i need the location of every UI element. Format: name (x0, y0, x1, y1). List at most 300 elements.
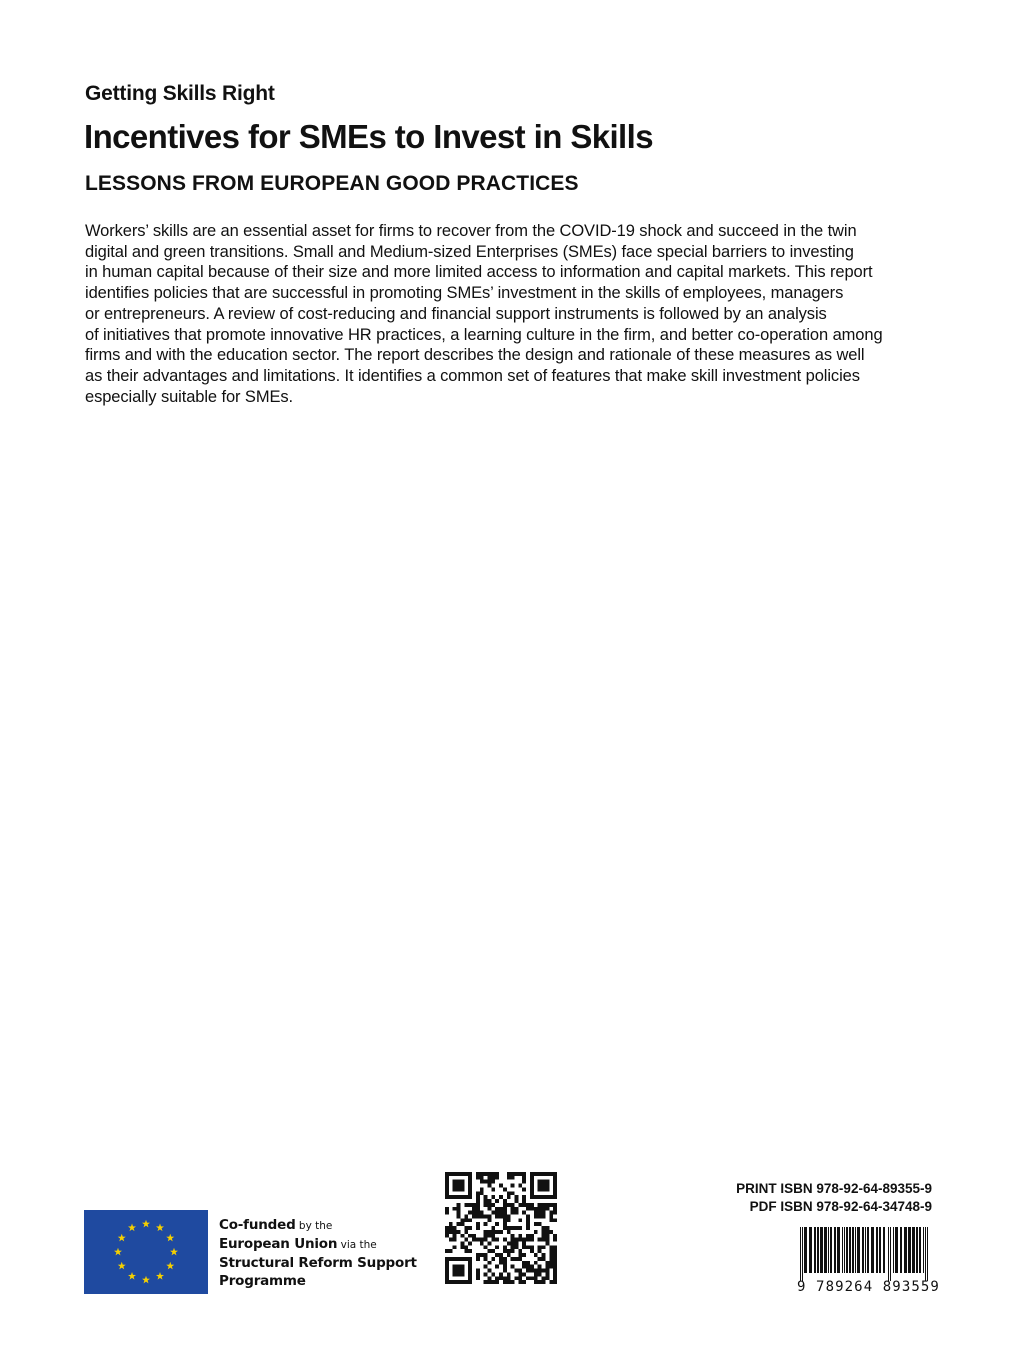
qr-module (468, 1172, 472, 1176)
qr-module (542, 1207, 546, 1211)
qr-module (484, 1272, 488, 1276)
qr-module (507, 1195, 511, 1199)
qr-module (545, 1187, 549, 1191)
qr-module (526, 1226, 530, 1230)
qr-module (480, 1187, 484, 1191)
qr-module (549, 1172, 553, 1176)
qr-module (495, 1280, 499, 1284)
qr-module (491, 1257, 495, 1261)
barcode-bar (919, 1227, 921, 1273)
qr-module (484, 1180, 488, 1184)
qr-module (542, 1226, 546, 1230)
qr-module (503, 1261, 507, 1265)
qr-module (491, 1238, 495, 1242)
qr-module (468, 1257, 472, 1261)
qr-module (457, 1195, 461, 1199)
qr-module (553, 1269, 557, 1273)
qr-module (545, 1238, 549, 1242)
barcode-bar (852, 1227, 854, 1273)
qr-module (487, 1280, 491, 1284)
qr-module (472, 1238, 476, 1242)
qr-module (480, 1238, 484, 1242)
qr-module (522, 1211, 526, 1215)
barcode-bar (923, 1227, 924, 1273)
qr-module (445, 1265, 449, 1269)
qr-module (476, 1211, 480, 1215)
barcode-bar (824, 1227, 827, 1273)
qr-module (460, 1269, 464, 1273)
qr-module (538, 1180, 542, 1184)
qr-module (515, 1211, 519, 1215)
qr-module (495, 1253, 499, 1257)
qr-module (460, 1245, 464, 1249)
qr-module (507, 1276, 511, 1280)
qr-module (542, 1280, 546, 1284)
qr-module (457, 1230, 461, 1234)
qr-module (487, 1242, 491, 1246)
abstract-line: Workers’ skills are an essential asset for firms to recover from the COVID-19 shock and succeed in the twin (85, 222, 857, 240)
qr-module (499, 1276, 503, 1280)
qr-module (553, 1218, 557, 1222)
qr-module (518, 1234, 522, 1238)
qr-module (534, 1172, 538, 1176)
qr-module (445, 1230, 449, 1234)
qr-module (545, 1272, 549, 1276)
qr-module (542, 1245, 546, 1249)
page-subtitle: LESSONS FROM EUROPEAN GOOD PRACTICES (85, 172, 579, 195)
qr-module (491, 1176, 495, 1180)
qr-module (549, 1214, 553, 1218)
qr-module (464, 1238, 468, 1242)
qr-module (445, 1226, 449, 1230)
qr-module (499, 1195, 503, 1199)
qr-module (511, 1176, 515, 1180)
qr-module (476, 1195, 480, 1199)
qr-module (464, 1203, 468, 1207)
qr-module (453, 1257, 457, 1261)
qr-module (515, 1257, 519, 1261)
qr-module (553, 1238, 557, 1242)
qr-module (542, 1203, 546, 1207)
qr-module (503, 1187, 507, 1191)
qr-module (526, 1218, 530, 1222)
qr-module (445, 1176, 449, 1180)
qr-module (545, 1203, 549, 1207)
qr-module (545, 1242, 549, 1246)
qr-module (553, 1261, 557, 1265)
qr-module (511, 1238, 515, 1242)
qr-module (480, 1242, 484, 1246)
qr-module (549, 1265, 553, 1269)
qr-module (476, 1203, 480, 1207)
qr-module (503, 1245, 507, 1249)
qr-module (484, 1265, 488, 1269)
qr-module (542, 1257, 546, 1261)
qr-module (522, 1272, 526, 1276)
qr-module (472, 1211, 476, 1215)
qr-module (457, 1207, 461, 1211)
barcode-bar (867, 1227, 869, 1273)
qr-module (484, 1214, 488, 1218)
qr-module (549, 1249, 553, 1253)
qr-module (464, 1280, 468, 1284)
qr-module (484, 1172, 488, 1176)
qr-module (453, 1234, 457, 1238)
barcode-bar (893, 1227, 894, 1273)
qr-module (499, 1211, 503, 1215)
qr-module (491, 1195, 495, 1199)
qr-module (553, 1203, 557, 1207)
print-isbn: PRINT ISBN 978-92-64-89355-9 (736, 1181, 932, 1196)
qr-module (518, 1226, 522, 1230)
qr-module (530, 1207, 534, 1211)
qr-module (445, 1191, 449, 1195)
qr-module (518, 1280, 522, 1284)
qr-module (515, 1245, 519, 1249)
qr-module (545, 1180, 549, 1184)
qr-module (457, 1184, 461, 1188)
qr-module (503, 1265, 507, 1269)
qr-module (526, 1245, 530, 1249)
qr-module (484, 1245, 488, 1249)
qr-module (518, 1203, 522, 1207)
qr-module (487, 1230, 491, 1234)
qr-module (457, 1214, 461, 1218)
qr-module (445, 1276, 449, 1280)
qr-module (538, 1269, 542, 1273)
qr-module (526, 1265, 530, 1269)
abstract-line: identifies policies that are successful in promoting SMEs’ investment in the skills of employees, managers (85, 284, 844, 303)
qr-module (480, 1176, 484, 1180)
qr-module (457, 1211, 461, 1215)
qr-module (449, 1226, 453, 1230)
qr-module (553, 1272, 557, 1276)
qr-module (472, 1203, 476, 1207)
qr-module (503, 1276, 507, 1280)
qr-module (553, 1176, 557, 1180)
qr-module (538, 1257, 542, 1261)
qr-module (538, 1184, 542, 1188)
qr-module (542, 1211, 546, 1215)
qr-module (445, 1257, 449, 1261)
barcode-bar (846, 1227, 848, 1273)
qr-module (542, 1234, 546, 1238)
qr-module (530, 1245, 534, 1249)
qr-module (522, 1172, 526, 1176)
qr-module (530, 1276, 534, 1280)
qr-module (549, 1218, 553, 1222)
abstract-line: digital and green transitions. Small and Medium-sized Enterprises (SMEs) face special barriers to investing (85, 242, 854, 261)
qr-module (553, 1195, 557, 1199)
qr-module (553, 1265, 557, 1269)
qr-module (538, 1214, 542, 1218)
qr-module (487, 1234, 491, 1238)
barcode-bar (871, 1227, 874, 1273)
qr-module (549, 1195, 553, 1199)
barcode-bar (834, 1227, 836, 1273)
qr-module (445, 1234, 449, 1238)
qr-module (503, 1238, 507, 1242)
barcode-bar (830, 1227, 832, 1273)
qr-module (542, 1269, 546, 1273)
qr-module (538, 1187, 542, 1191)
barcode-bar (883, 1227, 885, 1273)
qr-module (534, 1207, 538, 1211)
qr-module (484, 1195, 488, 1199)
qr-module (491, 1234, 495, 1238)
qr-module (530, 1269, 534, 1273)
qr-module (553, 1276, 557, 1280)
qr-module (468, 1211, 472, 1215)
qr-module (491, 1230, 495, 1234)
qr-module (534, 1280, 538, 1284)
qr-module (468, 1272, 472, 1276)
qr-module (476, 1176, 480, 1180)
qr-module (507, 1218, 511, 1222)
qr-module (542, 1230, 546, 1234)
qr-module (530, 1180, 534, 1184)
qr-module (453, 1207, 457, 1211)
qr-module (526, 1276, 530, 1280)
qr-module (530, 1172, 534, 1176)
qr-module (549, 1211, 553, 1215)
qr-module (553, 1257, 557, 1261)
qr-module (484, 1203, 488, 1207)
qr-module (476, 1172, 480, 1176)
qr-module (457, 1269, 461, 1273)
qr-module (553, 1184, 557, 1188)
qr-module (460, 1184, 464, 1188)
qr-module (522, 1265, 526, 1269)
qr-module (468, 1226, 472, 1230)
qr-module (549, 1261, 553, 1265)
barcode-bar (862, 1227, 864, 1273)
qr-module (515, 1242, 519, 1246)
qr-module (518, 1253, 522, 1257)
qr-module (499, 1272, 503, 1276)
qr-module (507, 1203, 511, 1207)
qr-module (553, 1191, 557, 1195)
qr-module (476, 1238, 480, 1242)
qr-module (499, 1184, 503, 1188)
qr-module (468, 1261, 472, 1265)
qr-module (511, 1234, 515, 1238)
qr-module (445, 1180, 449, 1184)
qr-module (526, 1269, 530, 1273)
qr-module (460, 1280, 464, 1284)
qr-module (553, 1211, 557, 1215)
qr-module (476, 1207, 480, 1211)
qr-module (553, 1249, 557, 1253)
qr-module (542, 1238, 546, 1242)
qr-module (515, 1238, 519, 1242)
qr-module (538, 1207, 542, 1211)
barcode-digits: 9 789264 893559 (797, 1279, 940, 1295)
qr-module (553, 1172, 557, 1176)
qr-module (449, 1249, 453, 1253)
qr-module (480, 1172, 484, 1176)
qr-module (503, 1226, 507, 1230)
qr-module (464, 1257, 468, 1261)
qr-module (460, 1187, 464, 1191)
funding-programme-name: Structural Reform Support (219, 1255, 417, 1271)
qr-module (553, 1280, 557, 1284)
qr-module (507, 1191, 511, 1195)
qr-module (534, 1195, 538, 1199)
qr-module (460, 1234, 464, 1238)
qr-module (476, 1253, 480, 1257)
qr-code (445, 1172, 557, 1284)
qr-module (495, 1245, 499, 1249)
qr-module (515, 1276, 519, 1280)
qr-module (499, 1257, 503, 1261)
qr-module (457, 1257, 461, 1261)
qr-module (468, 1218, 472, 1222)
qr-module (515, 1207, 519, 1211)
qr-module (549, 1253, 553, 1257)
qr-module (495, 1222, 499, 1226)
qr-module (507, 1172, 511, 1176)
qr-module (542, 1187, 546, 1191)
qr-module (518, 1238, 522, 1242)
qr-module (507, 1226, 511, 1230)
qr-module (526, 1203, 530, 1207)
qr-module (507, 1242, 511, 1246)
barcode-bar (842, 1227, 843, 1273)
qr-module (491, 1280, 495, 1284)
qr-module (515, 1226, 519, 1230)
qr-module (460, 1180, 464, 1184)
qr-module (545, 1234, 549, 1238)
qr-module (457, 1280, 461, 1284)
qr-module (534, 1269, 538, 1273)
qr-module (480, 1191, 484, 1195)
qr-module (545, 1269, 549, 1273)
qr-module (522, 1176, 526, 1180)
qr-module (545, 1230, 549, 1234)
qr-module (484, 1234, 488, 1238)
qr-module (511, 1245, 515, 1249)
qr-module (526, 1214, 530, 1218)
qr-module (538, 1272, 542, 1276)
qr-module (511, 1265, 515, 1269)
qr-module (464, 1214, 468, 1218)
qr-module (522, 1245, 526, 1249)
qr-module (449, 1280, 453, 1284)
qr-module (495, 1176, 499, 1180)
qr-module (507, 1230, 511, 1234)
qr-module (511, 1191, 515, 1195)
qr-module (449, 1257, 453, 1261)
qr-module (534, 1276, 538, 1280)
qr-module (453, 1230, 457, 1234)
qr-module (491, 1226, 495, 1230)
qr-module (530, 1184, 534, 1188)
qr-module (507, 1253, 511, 1257)
qr-module (538, 1265, 542, 1269)
qr-module (495, 1199, 499, 1203)
qr-module (468, 1191, 472, 1195)
qr-module (476, 1222, 480, 1226)
qr-module (553, 1187, 557, 1191)
qr-module (468, 1265, 472, 1269)
qr-module (464, 1230, 468, 1234)
barcode-bar (904, 1227, 907, 1273)
qr-module (530, 1203, 534, 1207)
qr-module (491, 1187, 495, 1191)
qr-module (445, 1272, 449, 1276)
qr-module (511, 1249, 515, 1253)
barcode-bar (844, 1227, 845, 1273)
qr-module (453, 1238, 457, 1242)
barcode-bar (912, 1227, 915, 1273)
qr-module (534, 1272, 538, 1276)
qr-module (484, 1230, 488, 1234)
qr-module (484, 1253, 488, 1257)
qr-module (549, 1230, 553, 1234)
qr-module (491, 1211, 495, 1215)
qr-module (553, 1253, 557, 1257)
qr-module (503, 1203, 507, 1207)
barcode-bar (837, 1227, 840, 1273)
barcode-bar (900, 1227, 902, 1273)
qr-module (495, 1214, 499, 1218)
qr-module (503, 1249, 507, 1253)
qr-module (445, 1211, 449, 1215)
qr-module (511, 1184, 515, 1188)
qr-module (468, 1276, 472, 1280)
qr-module (507, 1214, 511, 1218)
abstract-line: of initiatives that promote innovative HR practices, a learning culture in the firm, and better co-operation among (85, 325, 883, 344)
qr-module (530, 1191, 534, 1195)
qr-module (495, 1276, 499, 1280)
qr-module (495, 1207, 499, 1211)
qr-module (460, 1195, 464, 1199)
qr-module (487, 1180, 491, 1184)
qr-module (530, 1234, 534, 1238)
qr-module (468, 1176, 472, 1180)
qr-module (460, 1272, 464, 1276)
qr-module (511, 1242, 515, 1246)
qr-module (538, 1172, 542, 1176)
barcode-bar (809, 1227, 812, 1273)
qr-module (464, 1172, 468, 1176)
funding-eu: European Union (219, 1236, 338, 1252)
qr-module (499, 1230, 503, 1234)
qr-module (491, 1203, 495, 1207)
qr-module (480, 1211, 484, 1215)
qr-module (487, 1199, 491, 1203)
qr-module (468, 1184, 472, 1188)
qr-module (549, 1245, 553, 1249)
barcode-guard-bar (800, 1227, 801, 1281)
qr-module (530, 1238, 534, 1242)
qr-module (522, 1199, 526, 1203)
qr-module (464, 1226, 468, 1230)
qr-module (464, 1249, 468, 1253)
qr-module (495, 1265, 499, 1269)
qr-module (495, 1238, 499, 1242)
pdf-isbn: PDF ISBN 978-92-64-34748-9 (749, 1198, 932, 1214)
qr-module (538, 1245, 542, 1249)
qr-module (449, 1195, 453, 1199)
qr-module (515, 1172, 519, 1176)
qr-module (503, 1199, 507, 1203)
qr-module (515, 1195, 519, 1199)
funding-statement (219, 1216, 417, 1290)
qr-module (487, 1172, 491, 1176)
qr-module (511, 1172, 515, 1176)
